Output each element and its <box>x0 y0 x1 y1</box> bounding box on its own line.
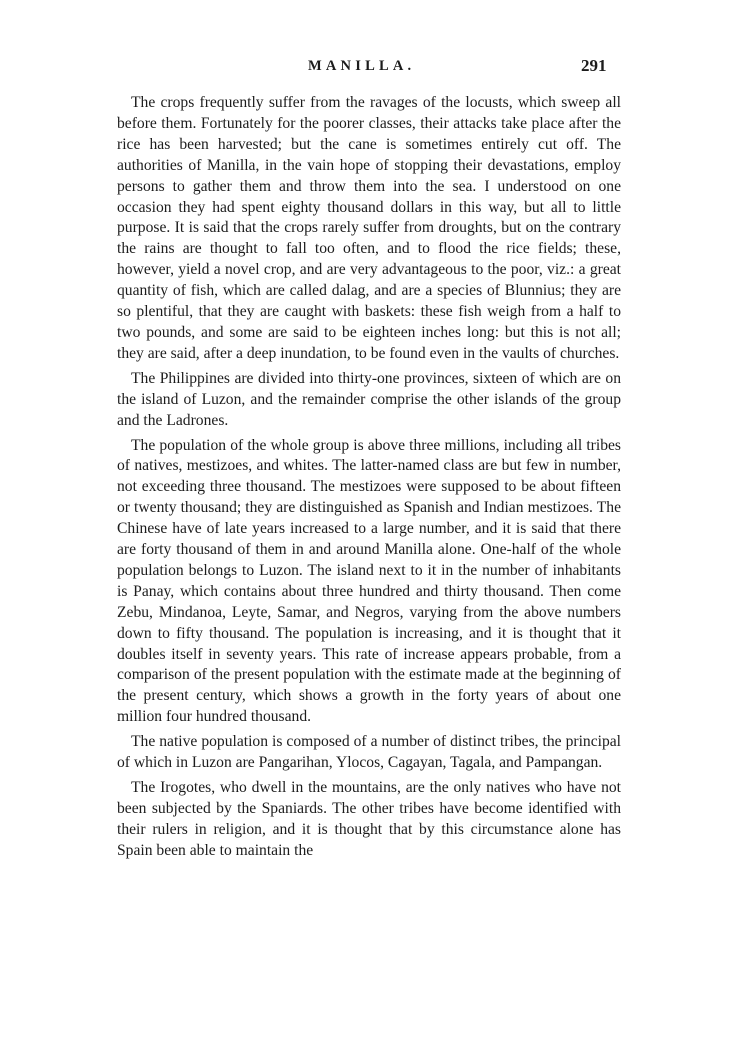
page-number: 291 <box>581 56 607 75</box>
paragraph-native-tribes: The native population is composed of a number of distinct tribes, the principal of which in Luzon are Pangarihan, Ylocos, Cagayan, Tagala, and Pampangan. <box>117 733 621 772</box>
running-head-title: MANILLA. <box>308 58 416 74</box>
paragraph-irogotes: The Irogotes, who dwell in the mountains, are the only natives who have not been subjected by the Spaniards. The other tribes have become identified with their rulers in religion, and it is thought that by this circumstance alone has Spain been able to maintain the <box>117 779 621 859</box>
paragraph-locusts: The crops frequently suffer from the ravages of the locusts, which sweep all before them. Fortunately for the poorer classes, their attacks take place after the rice has been harvested; but the cane is sometimes entirely cut off. The authorities of Manilla, in the vain hope of stopping their devastations, employ persons to gather them and throw them into the sea. I understood on one occasion they had spent eighty thousand dollars in this way, but all to little purpose. It is said that the crops rarely suffer from droughts, but on the contrary the rains are thought to fall too often, and to flood the rice fields; these, however, yield a novel crop, and are very advantageous to the poor, viz.: a great quantity of fish, which are called dalag, and are a species of Blunnius; they are so plentiful, that they are caught with baskets: these fish weigh from a half to two pounds, and some are said to be eighteen inches long: but this is not all; they are said, after a deep inundation, to be found even in the vaults of churches. <box>117 94 621 362</box>
paragraph-provinces: The Philippines are divided into thirty-one provinces, sixteen of which are on the island of Luzon, and the remainder comprise the other islands of the group and the Ladrones. <box>117 369 621 429</box>
running-head <box>0 58 750 84</box>
paragraph-population: The population of the whole group is above three millions, including all tribes of natives, mestizoes, and whites. The latter-named class are but few in number, not exceeding three thousand. The mestizoes were supposed to be about fifteen or twenty thousand; they are distinguished as Spanish and Indian mestizoes. The Chinese have of late years increased to a large number, and it is said that there are forty thousand of them in and around Manilla alone. One-half of the whole population belongs to Luzon. The island next to it in the number of inhabitants is Panay, which contains about three hundred and thirty thousand. Then come Zebu, Mindanoa, Leyte, Samar, and Negros, varying from the above numbers down to fifty thousand. The population is increasing, and it is thought that it doubles itself in seventy years. This rate of increase appears probable, from a comparison of the present population with the estimate made at the beginning of the present century, which shows a growth in the forty years of about one million four hundred thousand. <box>117 436 621 726</box>
body-text <box>117 93 621 866</box>
